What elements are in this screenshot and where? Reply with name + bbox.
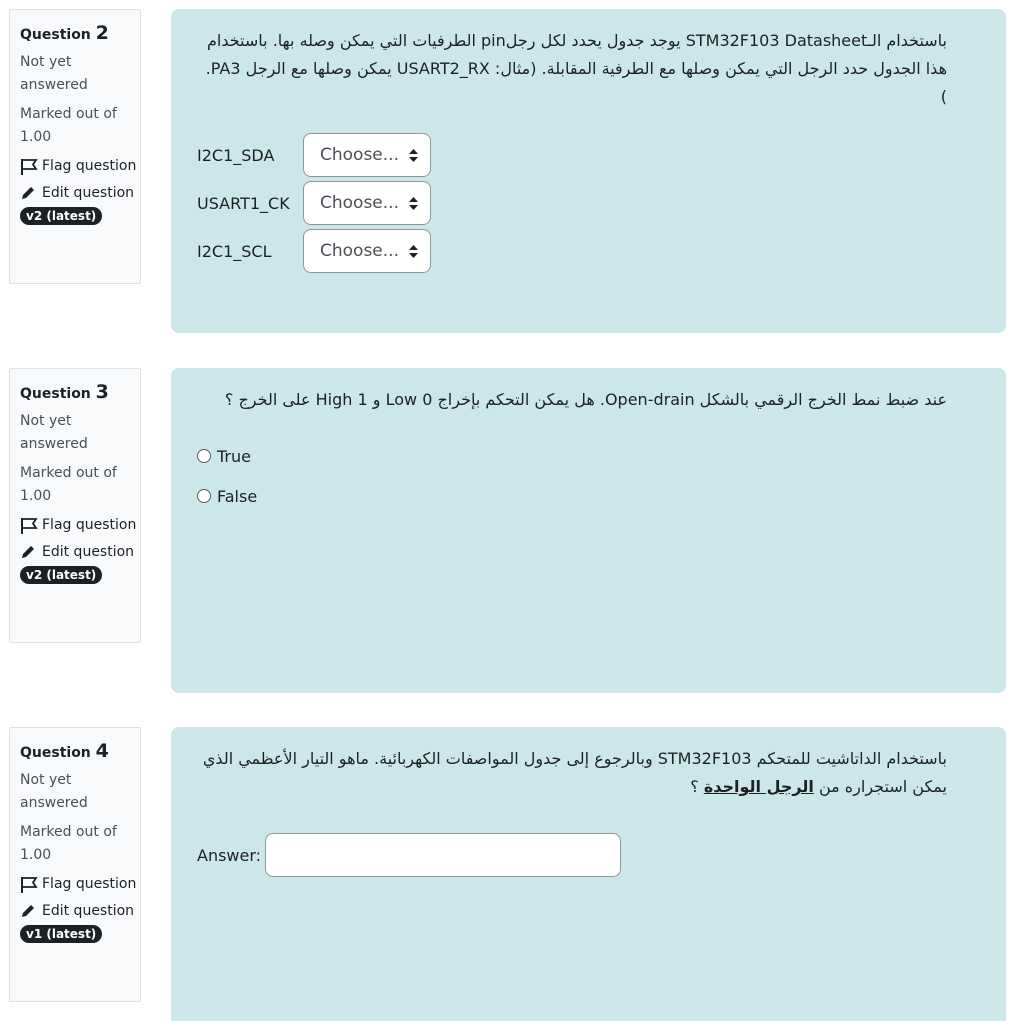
question-grade: Marked out of 1.00 (20, 465, 117, 504)
flag-icon (20, 517, 38, 535)
sort-arrows-icon (409, 245, 418, 258)
question-text: باستخدام الداتاشيت للمتحكم STM32F103 وبالرجوع إلى جدول المواصفات الكهربائية. ماهو التيار الأعظمي الذي يمكن استجراره من الرجل الواحدة ؟ (202, 749, 947, 796)
answer-option[interactable]: True (197, 436, 980, 476)
answer-row (197, 833, 980, 877)
radio-button[interactable] (197, 489, 211, 503)
answer-label: Answer: (197, 845, 262, 865)
emphasized-text: الرجل الواحدة (703, 777, 814, 796)
version-badge: v1 (latest) (20, 925, 102, 943)
question-content (171, 9, 1006, 333)
question-state: Not yet answered (20, 772, 88, 811)
answer-option[interactable]: False (197, 476, 980, 516)
question-number: Question 4 (20, 740, 109, 762)
pin-select[interactable]: Choose... (303, 133, 431, 177)
pencil-icon (20, 903, 36, 919)
match-label: I2C1_SDA (197, 145, 275, 165)
question-content (171, 368, 1006, 693)
flag-question-link[interactable]: Flag question (20, 155, 140, 178)
question-number: Question 3 (20, 381, 109, 403)
match-row (197, 179, 980, 227)
question-text: عند ضبط نمط الخرج الرقمي بالشكل Open-drain. هل يمكن التحكم بإخراج 0 Low و 1 High على الخرج ؟ (224, 390, 947, 409)
sort-arrows-icon (409, 197, 418, 210)
edit-question-link[interactable]: Edit question (20, 541, 140, 564)
pencil-icon (20, 544, 36, 560)
flag-question-link[interactable]: Flag question (20, 514, 140, 537)
match-label: USART1_CK (197, 193, 290, 213)
question-info (9, 9, 141, 284)
radio-button[interactable] (197, 449, 211, 463)
question-info (9, 368, 141, 643)
version-badge: v2 (latest) (20, 207, 102, 225)
flag-question-link[interactable]: Flag question (20, 873, 140, 896)
question-state: Not yet answered (20, 54, 88, 93)
sort-arrows-icon (409, 149, 418, 162)
question-number: Question 2 (20, 22, 109, 44)
question-grade: Marked out of 1.00 (20, 824, 117, 863)
match-row (197, 227, 980, 275)
pencil-icon (20, 185, 36, 201)
pin-select[interactable]: Choose... (303, 181, 431, 225)
answer-input[interactable] (265, 833, 621, 877)
pin-select[interactable]: Choose... (303, 229, 431, 273)
match-label: I2C1_SCL (197, 241, 272, 261)
match-row (197, 131, 980, 179)
edit-question-link[interactable]: Edit question (20, 900, 140, 923)
flag-icon (20, 158, 38, 176)
question-info (9, 727, 141, 1002)
flag-icon (20, 876, 38, 894)
question-content (171, 727, 1006, 1021)
question-state: Not yet answered (20, 413, 88, 452)
version-badge: v2 (latest) (20, 566, 102, 584)
question-text: باستخدام الـSTM32F103 Datasheet يوجد جدول يحدد لكل رجلpin الطرفيات التي يمكن وصله بها. باستخدام هذا الجدول حدد الرجل التي يمكن وصلها مع الطرفية المقابلة. (مثال: USART2_RX يمكن وصلها مع الرجل PA3. ) (205, 31, 947, 106)
question-grade: Marked out of 1.00 (20, 106, 117, 145)
edit-question-link[interactable]: Edit question (20, 182, 140, 205)
